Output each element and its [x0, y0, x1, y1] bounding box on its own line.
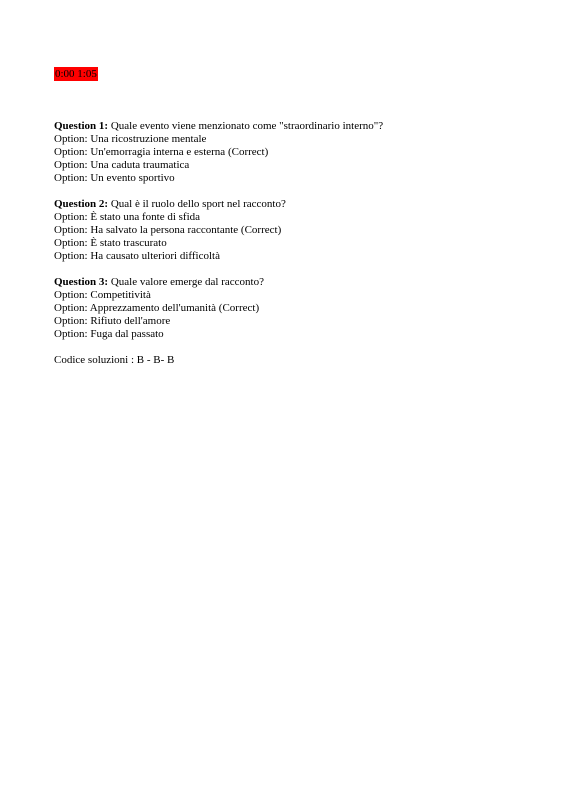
option-item: Option: Rifiuto dell'amore	[54, 315, 171, 327]
option-item: Option: Ha salvato la persona raccontante (Correct)	[54, 224, 282, 236]
question-2	[54, 198, 534, 211]
timestamp-highlight: 0:00 1:05	[55, 68, 97, 80]
question-label: Question 1:	[54, 120, 109, 132]
option-item: Option: Fuga dal passato	[54, 328, 164, 340]
question-label: Question 3:	[54, 276, 109, 288]
option-item: Option: Una ricostruzione mentale	[54, 133, 207, 145]
question-text: Qual è il ruolo dello sport nel racconto?	[108, 198, 286, 210]
option-item: Option: Ha causato ulteriori difficoltà	[54, 250, 220, 262]
question-label: Question 2:	[54, 198, 109, 210]
question-3	[54, 276, 534, 289]
question-block-2	[54, 198, 534, 263]
question-block-1	[54, 120, 534, 185]
option-item: Option: Un'emorragia interna e esterna (Correct)	[54, 146, 269, 158]
option-item: Option: Apprezzamento dell'umanità (Correct)	[54, 302, 260, 314]
option-item: Option: È stato trascurato	[54, 237, 167, 249]
solution-code: Codice soluzioni : B - B- B	[54, 354, 175, 366]
quiz-content	[54, 120, 534, 367]
option-item: Option: Competitività	[54, 289, 151, 301]
option-item: Option: Una caduta traumatica	[54, 159, 190, 171]
option-item: Option: Un evento sportivo	[54, 172, 175, 184]
question-text: Quale evento viene menzionato come "straordinario interno"?	[108, 120, 384, 132]
option-item: Option: È stato una fonte di sfida	[54, 211, 201, 223]
question-block-3	[54, 276, 534, 341]
question-1	[54, 120, 534, 133]
question-text: Quale valore emerge dal racconto?	[108, 276, 264, 288]
